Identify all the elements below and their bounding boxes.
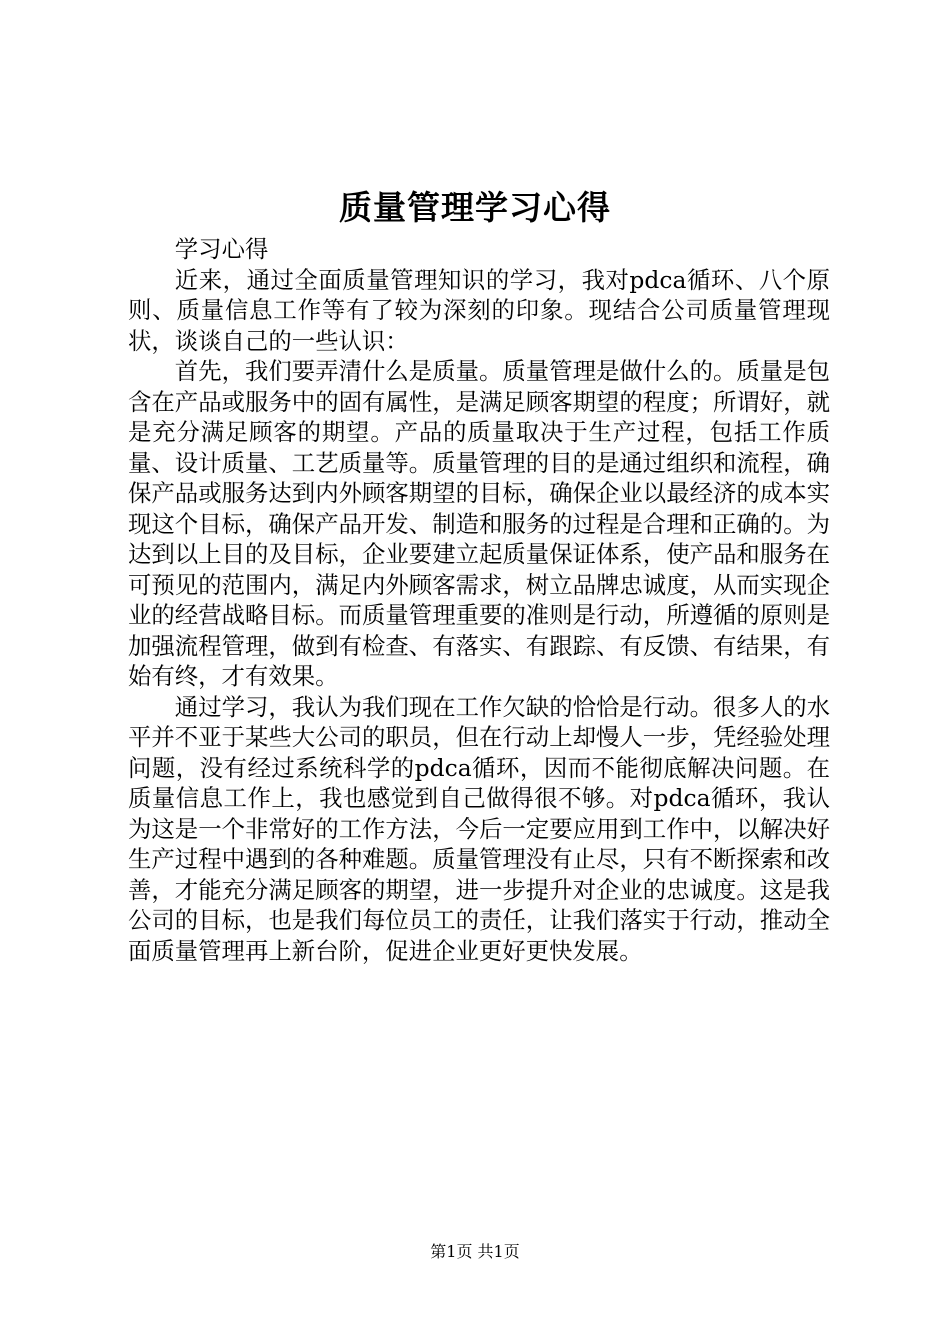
- page-footer: 第1页 共1页: [430, 1242, 520, 1261]
- document-body: [128, 234, 830, 966]
- paragraph-first: 首先，我们要弄清什么是质量。质量管理是做什么的。质量是包含在产品或服务中的固有属性，是满足顾客期望的程度；所谓好，就是充分满足顾客的期望。产品的质量取决于生产过程，包括工作质量、设计质量、工艺质量等。质量管理的目的是通过组织和流程，确保产品或服务达到内外顾客期望的目标，确保企业以最经济的成本实现这个目标，确保产品开发、制造和服务的过程是合理和正确的。为达到以上目的及目标，企业要建立起质量保证体系，使产品和服务在可预见的范围内，满足内外顾客需求，树立品牌忠诚度，从而实现企业的经营战略目标。而质量管理重要的准则是行动，所遵循的原则是加强流程管理，做到有检查、有落实、有跟踪、有反馈、有结果，有始有终，才有效果。: [128, 357, 830, 690]
- document-title: 质量管理学习心得: [339, 188, 611, 227]
- paragraph-second: 通过学习，我认为我们现在工作欠缺的恰恰是行动。很多人的水平并不亚于某些大公司的职员，但在行动上却慢人一步，凭经验处理问题，没有经过系统科学的pdca循环，因而不能彻底解决问题。在质量信息工作上，我也感觉到自己做得很不够。对pdca循环，我认为这是一个非常好的工作方法，今后一定要应用到工作中，以解决好生产过程中遇到的各种难题。质量管理没有止尽，只有不断探索和改善，才能充分满足顾客的期望，进一步提升对企业的忠诚度。这是我公司的目标，也是我们每位员工的责任，让我们落实于行动，推动全面质量管理再上新台阶，促进企业更好更快发展。: [128, 692, 830, 965]
- paragraph-intro: 近来，通过全面质量管理知识的学习，我对pdca循环、八个原则、质量信息工作等有了较为深刻的印象。现结合公司质量管理现状，谈谈自己的一些认识：: [128, 265, 830, 355]
- paragraph-heading: 学习心得: [174, 235, 269, 263]
